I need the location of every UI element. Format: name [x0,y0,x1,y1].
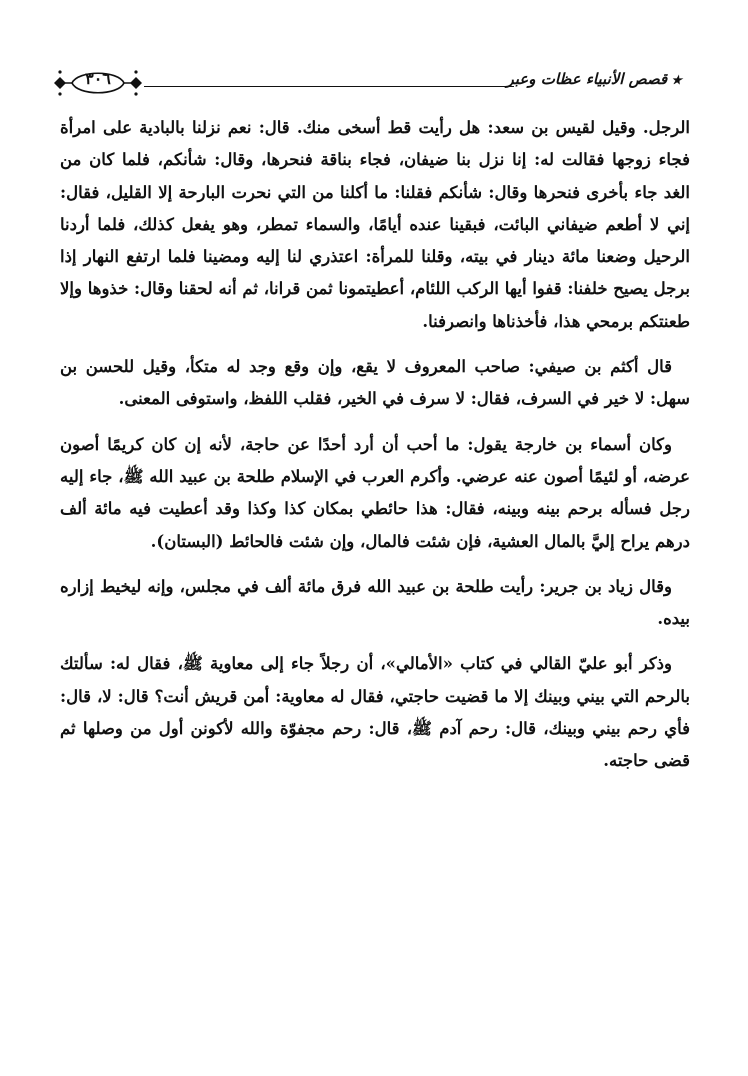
paragraph: قال أكثم بن صيفي: صاحب المعروف لا يقع، وإن وقع وجد له متكأ، وقيل للحسن بن سهل: لا خير في السرف، فقال: لا سرف في الخير، فقلب اللفظ، واستوفى المعنى. [60,357,690,409]
running-header [52,62,682,102]
star-icon: ★ [671,73,682,87]
book-title: قصص الأنبياء عظات وعبر [506,70,668,88]
paragraph: وذكر أبو عليّ القالي في كتاب «الأمالي»، أن رجلاً جاء إلى معاوية ﷺ، فقال له: سألتك بالرحم التي بيني وبينك إلا ما قضيت حاجتي، فقال له معاوية: أمن قريش أنت؟ قال: لا، قال: فأي رحم بيني وبينك، قال: رحم آدم ﷺ، قال: رحم مجفوّة والله لأكونن أول من وصلها ثم قضى حاجته. [60,654,690,771]
running-title [506,70,682,88]
paragraph: الرجل. وقيل لقيس بن سعد: هل رأيت قط أسخى منك. قال: نعم نزلنا بالبادية على امرأة فجاء زوجها فقالت له: إنا نزل بنا ضيفان، فجاء بناقة فنحرها، وقال: شأنكم، فلما كان من الغد جاء بأخرى فنحرها وقال: شأنكم فقلنا: ما أكلنا من التي نحرت البارحة إلا القليل، فقال: إني لا أطعم ضيفاني البائت، فبقينا عنده أيامًا، والسماء تمطر، وهو يفعل كذلك، فلما أردنا الرحيل وضعنا مائة دينار في بيته، وقلنا للمرأة: اعتذري لنا إليه ومضينا فلما ارتفع النهار إذا برجل يصيح خلفنا: قفوا أيها الركب اللئام، أعطيتمونا ثمن قرانا، ثم أنه لحقنا وقال: خذوها وإلا طعنتكم برمحي هذا، فأخذناها وانصرفنا. [60,118,690,331]
header-rule [144,86,514,87]
paragraph: وكان أسماء بن خارجة يقول: ما أحب أن أرد أحدًا عن حاجة، لأنه إن كان كريمًا أصون عرضه، أو لئيمًا أصون عنه عرضي. وأكرم العرب في الإسلام طلحة بن عبيد الله ﷺ، جاء إليه رجل فسأله برحم بينه وبينه، فقال: هذا حائطي بمكان كذا وكذا وقد أعطيت فيه مائة ألف درهم يراح إليَّ بالمال العشية، فإن شئت فالمال، وإن شئت فالحائط (البستان). [60,434,690,551]
page-number: ٣٠٦ [85,69,111,88]
page-body [60,112,690,791]
paragraph: وقال زياد بن جرير: رأيت طلحة بن عبيد الله فرق مائة ألف في مجلس، وإنه ليخيط إزاره بيده. [60,576,690,629]
